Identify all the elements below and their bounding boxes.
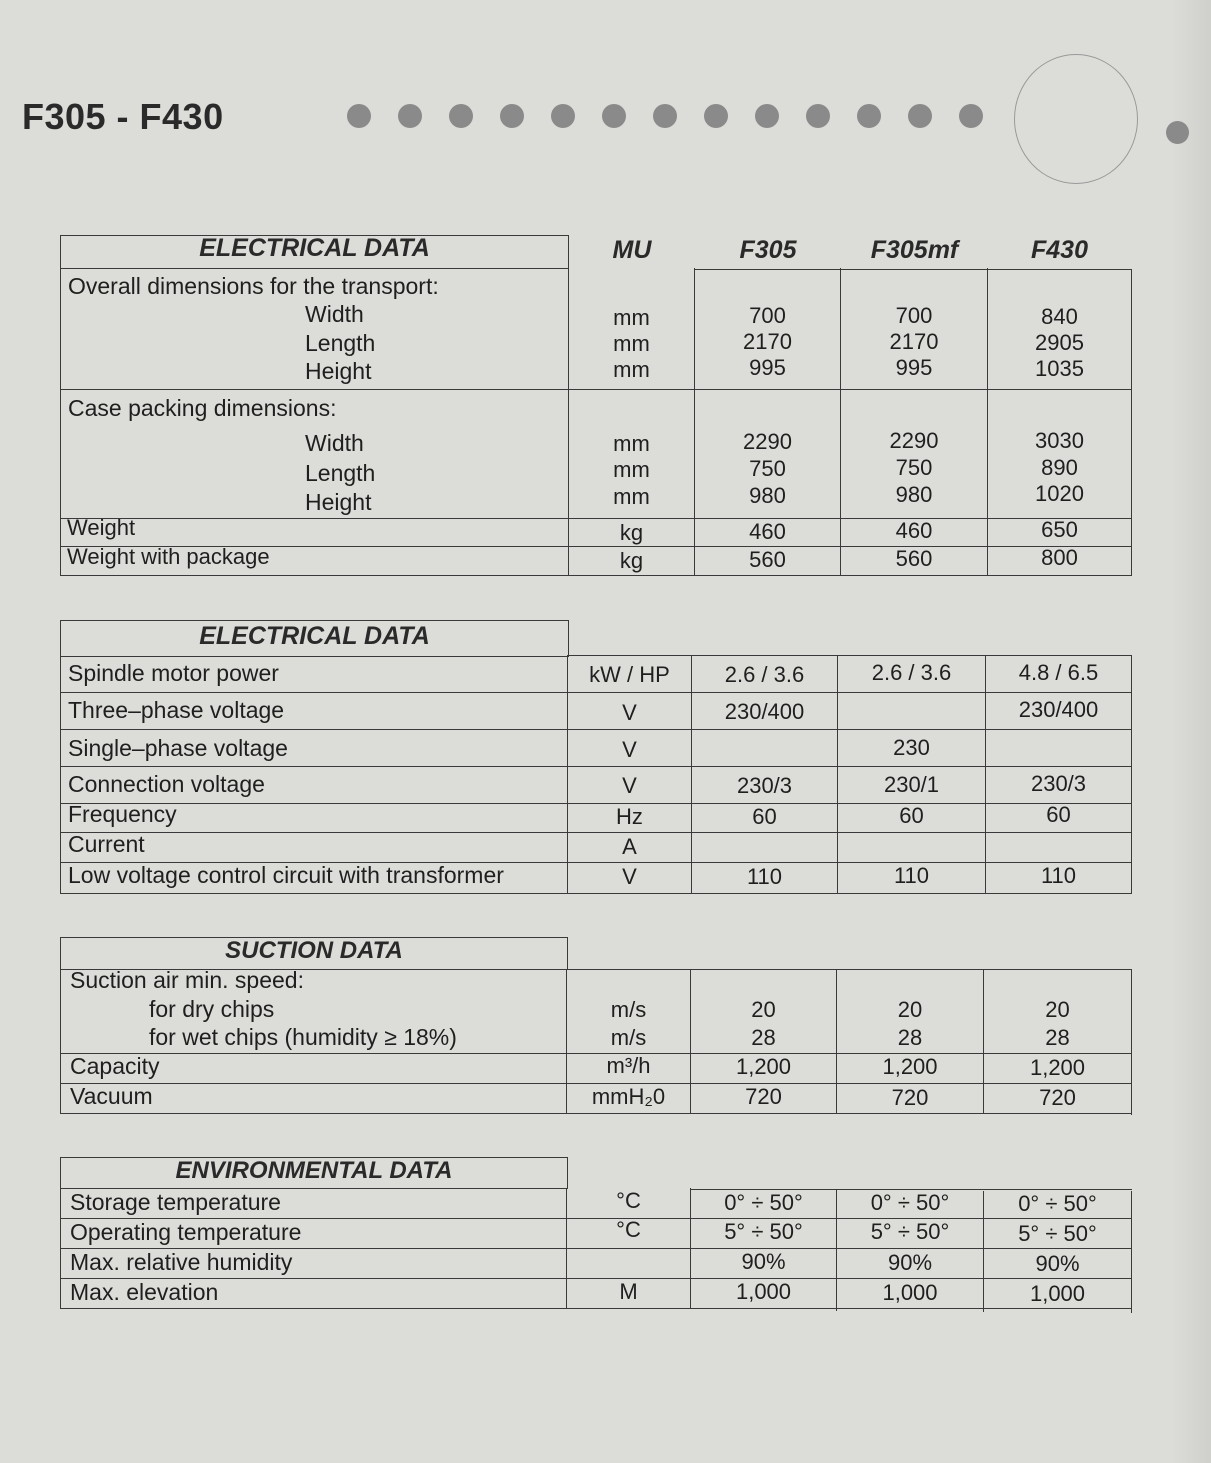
value-cell: 750 bbox=[895, 455, 933, 480]
page-edge-shadow bbox=[1171, 0, 1211, 1463]
value-cell: 230 bbox=[893, 735, 930, 760]
dim-label-width: Width bbox=[305, 301, 364, 327]
value-cell: 720 bbox=[1039, 1085, 1076, 1110]
section-title: ENVIRONMENTAL DATA bbox=[175, 1157, 453, 1184]
dot-icon bbox=[1166, 121, 1189, 144]
dot-icon bbox=[857, 104, 881, 128]
dot-icon bbox=[959, 104, 983, 128]
unit-cell: mmH₂0 bbox=[591, 1084, 666, 1109]
dot-icon bbox=[602, 104, 626, 128]
value-cell: 460 bbox=[749, 519, 786, 544]
row-label: Max. elevation bbox=[70, 1279, 219, 1305]
value-cell: 700 bbox=[895, 303, 933, 328]
dim-label-width: Width bbox=[305, 430, 364, 456]
value-cell: 1035 bbox=[1035, 356, 1084, 381]
value-cell: 20 bbox=[751, 997, 776, 1022]
dot-icon bbox=[398, 104, 422, 128]
grid-line bbox=[60, 1308, 1132, 1309]
page-title: F305 - F430 bbox=[22, 96, 224, 137]
unit-cell: kW / HP bbox=[589, 662, 670, 687]
grid-line bbox=[567, 655, 1132, 656]
value-cell: 1,000 bbox=[1029, 1281, 1086, 1306]
dot-icon bbox=[704, 104, 728, 128]
unit-cell: V bbox=[622, 737, 637, 762]
value-cell: 90% bbox=[741, 1249, 786, 1274]
value-cell: 28 bbox=[897, 1025, 923, 1050]
value-cell: 560 bbox=[895, 546, 933, 571]
value-cell: 650 bbox=[1041, 517, 1078, 542]
value-cell: 60 bbox=[899, 803, 924, 828]
unit-cell: mm bbox=[613, 457, 650, 482]
dot-icon bbox=[908, 104, 932, 128]
value-cell: 110 bbox=[1040, 863, 1077, 888]
value-cell: 230/400 bbox=[1018, 697, 1099, 722]
dim-label-height: Height bbox=[305, 489, 372, 515]
unit-cell: mm bbox=[613, 357, 650, 382]
value-cell: 720 bbox=[745, 1084, 782, 1109]
dry-chips-label: for dry chips bbox=[149, 996, 275, 1022]
dot-icon bbox=[653, 104, 677, 128]
row-label: Single–phase voltage bbox=[68, 735, 288, 761]
dim-label-length: Length bbox=[305, 460, 376, 486]
value-cell: 1,200 bbox=[1029, 1055, 1086, 1080]
value-cell: 90% bbox=[887, 1250, 933, 1275]
unit-cell: mm bbox=[613, 431, 650, 456]
value-cell: 2290 bbox=[743, 429, 792, 454]
value-cell: 995 bbox=[895, 355, 933, 380]
value-cell: 1,200 bbox=[882, 1054, 938, 1079]
suction-speed-label: Suction air min. speed: bbox=[70, 967, 304, 993]
grid-line bbox=[60, 389, 1132, 390]
unit-cell: kg bbox=[619, 520, 644, 545]
value-cell: 800 bbox=[1041, 545, 1078, 570]
value-cell: 995 bbox=[749, 355, 786, 380]
value-cell: 2170 bbox=[743, 329, 792, 354]
unit-cell: m/s bbox=[610, 1025, 647, 1050]
weight-package-label: Weight with package bbox=[67, 544, 270, 569]
unit-cell: V bbox=[622, 864, 637, 889]
value-cell: 980 bbox=[895, 482, 933, 507]
row-label: Storage temperature bbox=[70, 1189, 281, 1215]
column-header-f305: F305 bbox=[739, 236, 797, 264]
grid-line bbox=[694, 269, 1132, 270]
value-cell: 230/3 bbox=[736, 773, 793, 798]
value-cell: 90% bbox=[1035, 1251, 1080, 1276]
value-cell: 890 bbox=[1041, 455, 1078, 480]
value-cell: 110 bbox=[893, 863, 930, 888]
value-cell: 2.6 / 3.6 bbox=[724, 662, 805, 687]
unit-cell: mm bbox=[613, 305, 650, 330]
unit-cell: V bbox=[622, 700, 637, 725]
capacity-label: Capacity bbox=[70, 1053, 160, 1079]
row-label: Current bbox=[68, 831, 145, 857]
unit-cell: °C bbox=[616, 1188, 641, 1213]
value-cell: 230/3 bbox=[1030, 771, 1087, 796]
grid-line bbox=[566, 969, 1132, 970]
dot-icon bbox=[806, 104, 830, 128]
value-cell: 1,000 bbox=[882, 1280, 938, 1305]
grid-line bbox=[1131, 969, 1132, 1115]
section-title: ELECTRICAL DATA bbox=[199, 622, 430, 650]
dot-icon bbox=[347, 104, 371, 128]
decorative-circle bbox=[1014, 54, 1138, 184]
unit-cell: mm bbox=[613, 484, 650, 509]
value-cell: 3030 bbox=[1035, 428, 1084, 453]
dot-icon bbox=[500, 104, 524, 128]
grid-line bbox=[60, 575, 1132, 576]
dim-label-height: Height bbox=[305, 358, 372, 384]
unit-cell: A bbox=[622, 834, 637, 859]
dot-icon bbox=[755, 104, 779, 128]
value-cell: 2170 bbox=[889, 329, 939, 354]
grid-line bbox=[1131, 1191, 1132, 1313]
value-cell: 0° ÷ 50° bbox=[870, 1190, 950, 1215]
value-cell: 2290 bbox=[889, 428, 939, 453]
dim-label-length: Length bbox=[305, 330, 376, 356]
unit-cell: °C bbox=[616, 1217, 641, 1242]
grid-line bbox=[60, 766, 1132, 767]
column-header-f430: F430 bbox=[1031, 236, 1088, 264]
value-cell: 230/400 bbox=[724, 699, 805, 724]
value-cell: 60 bbox=[752, 804, 777, 829]
value-cell: 2905 bbox=[1035, 330, 1084, 355]
value-cell: 28 bbox=[751, 1025, 776, 1050]
row-label: Operating temperature bbox=[70, 1219, 302, 1245]
value-cell: 840 bbox=[1041, 304, 1078, 329]
value-cell: 5° ÷ 50° bbox=[1018, 1221, 1097, 1246]
dot-icon bbox=[551, 104, 575, 128]
value-cell: 5° ÷ 50° bbox=[724, 1219, 803, 1244]
value-cell: 1,200 bbox=[735, 1054, 792, 1079]
value-cell: 4.8 / 6.5 bbox=[1018, 660, 1099, 685]
value-cell: 110 bbox=[746, 864, 783, 889]
section-title: SUCTION DATA bbox=[225, 937, 403, 964]
value-cell: 980 bbox=[749, 483, 786, 508]
unit-cell: Hz bbox=[616, 804, 643, 829]
case-packing-label: Case packing dimensions: bbox=[68, 395, 337, 421]
grid-line bbox=[1131, 270, 1132, 576]
column-header-f305mf: F305mf bbox=[870, 236, 959, 264]
grid-line bbox=[60, 268, 61, 576]
row-label: Three–phase voltage bbox=[68, 697, 285, 723]
vacuum-label: Vacuum bbox=[70, 1083, 153, 1109]
section-title: ELECTRICAL DATA bbox=[199, 234, 430, 262]
value-cell: 0° ÷ 50° bbox=[1018, 1191, 1097, 1216]
grid-line bbox=[60, 1113, 1132, 1114]
weight-label: Weight bbox=[67, 515, 136, 540]
row-label: Spindle motor power bbox=[68, 660, 279, 686]
value-cell: 0° ÷ 50° bbox=[724, 1190, 803, 1215]
grid-line bbox=[60, 969, 61, 1114]
wet-chips-label: for wet chips (humidity ≥ 18%) bbox=[149, 1024, 457, 1050]
unit-cell: m³/h bbox=[606, 1053, 651, 1078]
value-cell: 1,000 bbox=[735, 1279, 792, 1304]
value-cell: 2.6 / 3.6 bbox=[871, 660, 952, 685]
grid-line bbox=[60, 893, 1132, 894]
unit-cell: mm bbox=[613, 331, 650, 356]
value-cell: 460 bbox=[895, 518, 933, 543]
value-cell: 700 bbox=[749, 303, 786, 328]
grid-line bbox=[60, 729, 1132, 730]
unit-cell: V bbox=[622, 773, 637, 798]
dot-icon bbox=[449, 104, 473, 128]
row-label: Low voltage control circuit with transformer bbox=[68, 862, 504, 888]
value-cell: 28 bbox=[1045, 1025, 1070, 1050]
value-cell: 1020 bbox=[1035, 481, 1084, 506]
value-cell: 5° ÷ 50° bbox=[870, 1219, 950, 1244]
row-label: Connection voltage bbox=[68, 771, 265, 797]
grid-line bbox=[60, 832, 1132, 833]
value-cell: 60 bbox=[1046, 802, 1071, 827]
value-cell: 750 bbox=[749, 456, 786, 481]
overall-dimensions-label: Overall dimensions for the transport: bbox=[68, 273, 439, 299]
value-cell: 20 bbox=[897, 997, 923, 1022]
grid-line bbox=[60, 692, 1132, 693]
row-label: Max. relative humidity bbox=[70, 1249, 293, 1275]
unit-cell: m/s bbox=[610, 997, 647, 1022]
unit-cell: M bbox=[619, 1279, 638, 1304]
value-cell: 720 bbox=[891, 1085, 929, 1110]
value-cell: 20 bbox=[1045, 997, 1070, 1022]
value-cell: 560 bbox=[749, 547, 786, 572]
value-cell: 230/1 bbox=[883, 772, 940, 797]
column-header-mu: MU bbox=[612, 236, 652, 264]
row-label: Frequency bbox=[68, 801, 177, 827]
unit-cell: kg bbox=[619, 548, 644, 573]
